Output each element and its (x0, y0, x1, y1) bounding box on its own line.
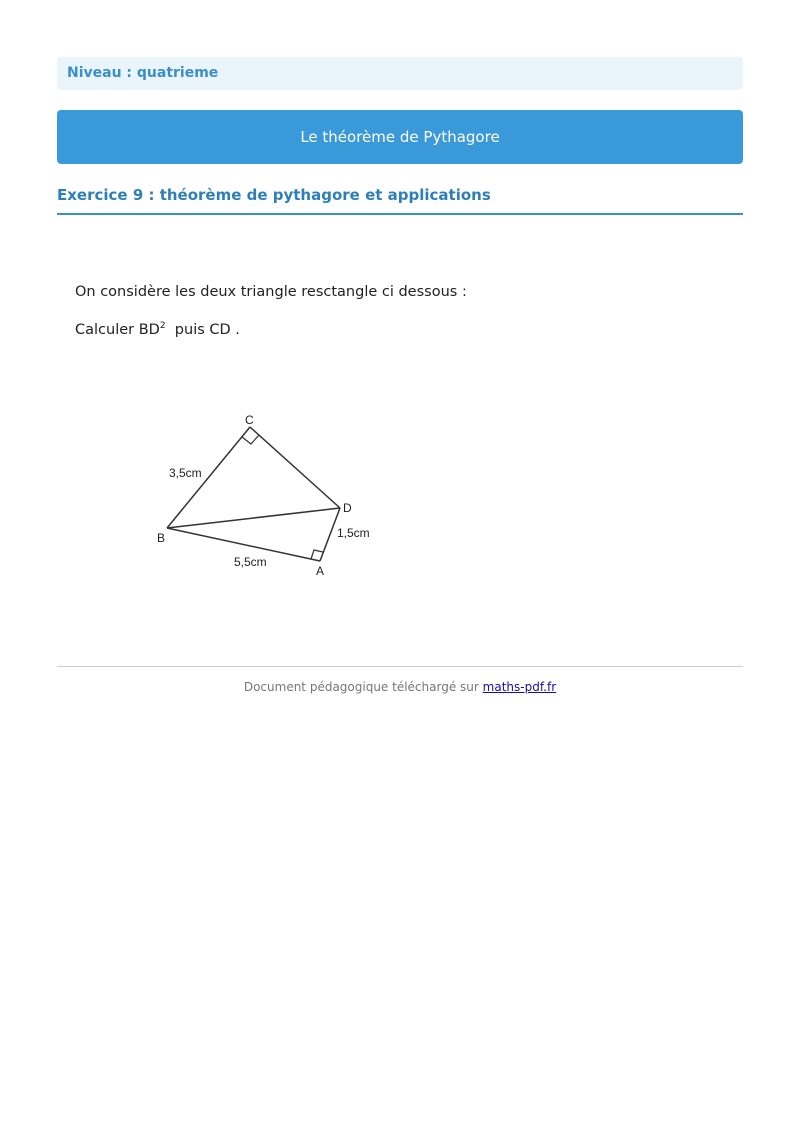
right-angle-mark-c (242, 435, 259, 444)
statement-exponent: 2 (159, 321, 166, 331)
point-label-c: C (245, 413, 254, 427)
triangle-figure (140, 400, 400, 590)
title-banner: Le théorème de Pythagore (57, 110, 743, 164)
segment-bd (167, 508, 340, 528)
statement-line-1: On considère les deux triangle resctangle ci dessous : (75, 284, 467, 300)
footer-text: Document pédagogique téléchargé sur (243, 680, 479, 694)
point-label-b: B (157, 531, 166, 545)
statement-line-2-start: Calculer BD (75, 322, 160, 338)
point-label-d: D (343, 501, 352, 515)
exercise-title: Exercice 9 : théorème de pythagore et applications (57, 186, 743, 215)
segment-cd (250, 427, 340, 508)
statement-line-2-end: puis CD . (174, 322, 240, 338)
footer-divider (57, 666, 743, 667)
length-label-ab: 5,5cm (234, 555, 267, 569)
level-label: Niveau : quatrieme (67, 65, 219, 81)
footer (0, 680, 800, 694)
length-label-bc: 3,5cm (169, 466, 202, 480)
point-label-a: A (316, 564, 325, 578)
length-label-ad: 1,5cm (337, 526, 370, 540)
footer-link[interactable]: maths-pdf.fr (482, 680, 557, 694)
level-bar (57, 57, 743, 90)
statement-line-2 (75, 321, 240, 338)
